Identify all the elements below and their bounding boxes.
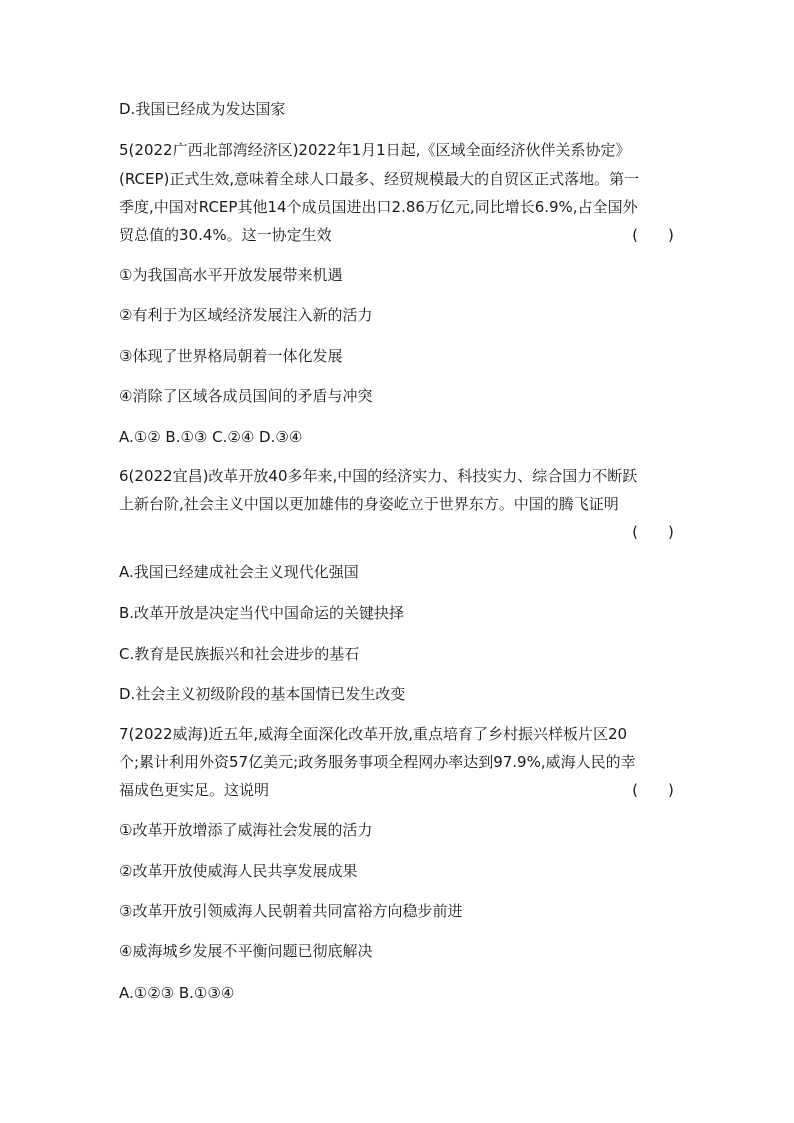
q7-stem-line-3	[119, 780, 674, 800]
q6-stem-line-1: 6(2022宜昌)改革开放40多年来,中国的经济实力、科技实力、综合国力不断跃	[119, 467, 638, 485]
q7-stem-text: 福成色更实足。这说明	[119, 781, 270, 799]
q5-stem-line-4	[119, 225, 674, 245]
q7-statement-3: ③改革开放引领威海人民朝着共同富裕方向稳步前进	[119, 902, 463, 920]
q6-option-a: A.我国已经建成社会主义现代化强国	[119, 563, 359, 581]
q7-statement-1: ①改革开放增添了威海社会发展的活力	[119, 821, 373, 839]
q4-option-d: D.我国已经成为发达国家	[119, 100, 286, 118]
q7-stem-line-2: 个;累计利用外资57亿美元;政务服务事项全程网办率达到97.9%,威海人民的幸	[119, 753, 636, 771]
q7-answer-blank: ( )	[632, 781, 674, 799]
q7-choices: A.①②③ B.①③④	[119, 984, 235, 1002]
q5-statement-3: ③体现了世界格局朝着一体化发展	[119, 347, 343, 365]
q6-answer-blank: ( )	[632, 523, 674, 541]
q5-statement-2: ②有利于为区域经济发展注入新的活力	[119, 306, 373, 324]
q6-option-b: B.改革开放是决定当代中国命运的关键抉择	[119, 604, 405, 622]
q5-stem-text: 贸总值的30.4%。这一协定生效	[119, 226, 332, 244]
q5-stem-line-1: 5(2022广西北部湾经济区)2022年1月1日起,《区域全面经济伙伴关系协定》	[119, 141, 631, 159]
q6-blank-line	[119, 522, 674, 542]
q5-statement-4: ④消除了区域各成员国间的矛盾与冲突	[119, 387, 373, 405]
q5-statement-1: ①为我国高水平开放发展带来机遇	[119, 266, 343, 284]
q7-stem-line-1: 7(2022威海)近五年,威海全面深化改革开放,重点培育了乡村振兴样板片区20	[119, 725, 628, 743]
q5-stem-line-2: (RCEP)正式生效,意味着全球人口最多、经贸规模最大的自贸区正式落地。第一	[119, 170, 640, 188]
q7-statement-2: ②改革开放使威海人民共享发展成果	[119, 862, 358, 880]
q5-choices: A.①② B.①③ C.②④ D.③④	[119, 428, 303, 446]
q5-answer-blank: ( )	[632, 226, 674, 244]
q7-statement-4: ④威海城乡发展不平衡问题已彻底解决	[119, 942, 373, 960]
q6-option-c: C.教育是民族振兴和社会进步的基石	[119, 645, 360, 663]
q6-stem-line-2: 上新台阶,社会主义中国以更加雄伟的身姿屹立于世界东方。中国的腾飞证明	[119, 495, 619, 513]
q5-stem-line-3: 季度,中国对RCEP其他14个成员国进出口2.86万亿元,同比增长6.9%,占全国外	[119, 198, 638, 216]
q6-option-d: D.社会主义初级阶段的基本国情已发生改变	[119, 685, 406, 703]
